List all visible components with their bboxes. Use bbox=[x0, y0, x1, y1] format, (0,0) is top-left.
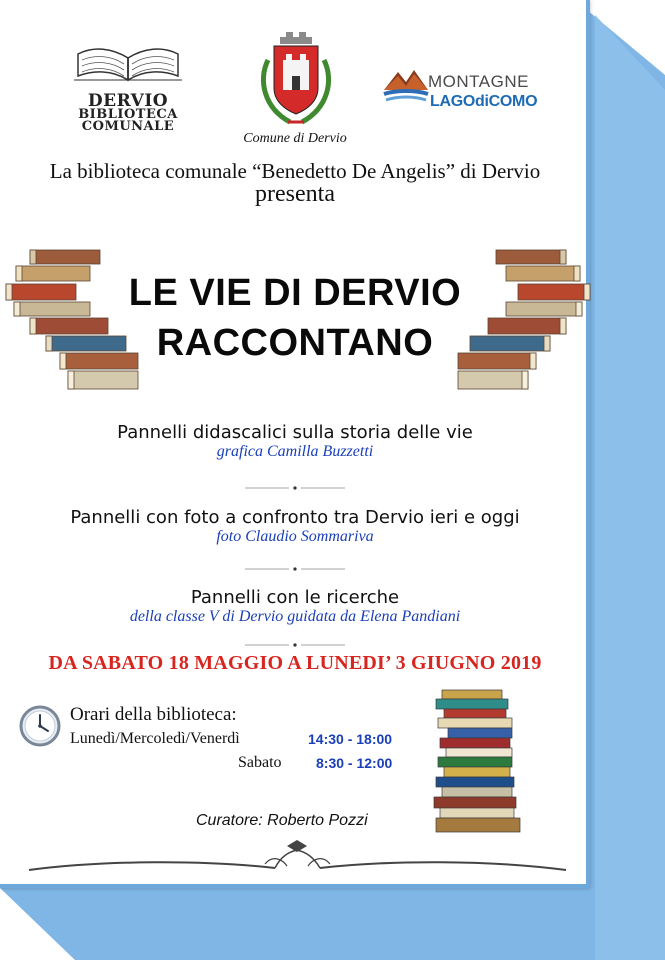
montagne-logo-line1: MONTAGNE bbox=[428, 72, 529, 91]
event-title bbox=[100, 268, 490, 368]
section-1-credit: grafica Camilla Buzzetti bbox=[216, 443, 374, 460]
municipal-crest-icon bbox=[250, 30, 342, 130]
section-3 bbox=[0, 587, 590, 626]
library-logo-line2: BIBLIOTECA bbox=[78, 107, 178, 122]
hours-row-2-time: 8:30 - 12:00 bbox=[316, 755, 393, 771]
event-dates: DA SABATO 18 MAGGIO A LUNEDI’ 3 GIUGNO 2019 bbox=[48, 652, 542, 674]
section-2 bbox=[0, 507, 590, 546]
montagne-logo-line2: LAGOdiCOMO bbox=[430, 93, 538, 110]
section-3-main: Pannelli con le ricerche bbox=[190, 587, 400, 608]
curator-text: Curatore: Roberto Pozzi bbox=[196, 812, 368, 829]
open-book-icon bbox=[72, 40, 184, 88]
clock-icon bbox=[18, 704, 62, 748]
mountains-lake-icon bbox=[382, 64, 430, 108]
hours-row-1-days: Lunedì/Mercoledì/Venerdì bbox=[70, 730, 240, 747]
book-pile-icon bbox=[430, 688, 535, 838]
comune-caption: Comune di Dervio bbox=[243, 131, 347, 146]
section-2-main: Pannelli con foto a confronto tra Dervio ieri e oggi bbox=[70, 507, 520, 528]
decorative-flourish-icon bbox=[25, 838, 570, 878]
divider-3 bbox=[245, 640, 345, 650]
hours-row-1-time: 14:30 - 18:00 bbox=[308, 731, 393, 747]
library-logo-line3: COMUNALE bbox=[81, 119, 175, 134]
divider-1 bbox=[245, 483, 345, 493]
library-logo bbox=[72, 40, 184, 134]
section-3-credit: della classe V di Dervio guidata da Elena Pandiani bbox=[129, 608, 461, 625]
presenta-text: presenta bbox=[255, 181, 335, 207]
library-logo-line1: DERVIO bbox=[87, 91, 169, 111]
hours-row-2-days: Sabato bbox=[238, 754, 282, 771]
divider-2 bbox=[245, 564, 345, 574]
event-title-line1: LE VIE DI DERVIO bbox=[128, 272, 462, 314]
section-2-credit: foto Claudio Sommariva bbox=[216, 528, 374, 545]
section-1-main: Pannelli didascalici sulla storia delle vie bbox=[117, 422, 473, 443]
hours-title: Orari della biblioteca: bbox=[70, 704, 237, 725]
section-1 bbox=[0, 422, 590, 461]
intro-text: La biblioteca comunale “Benedetto De Angelis” di Dervio bbox=[49, 159, 541, 183]
event-title-line2: RACCONTANO bbox=[156, 322, 434, 364]
